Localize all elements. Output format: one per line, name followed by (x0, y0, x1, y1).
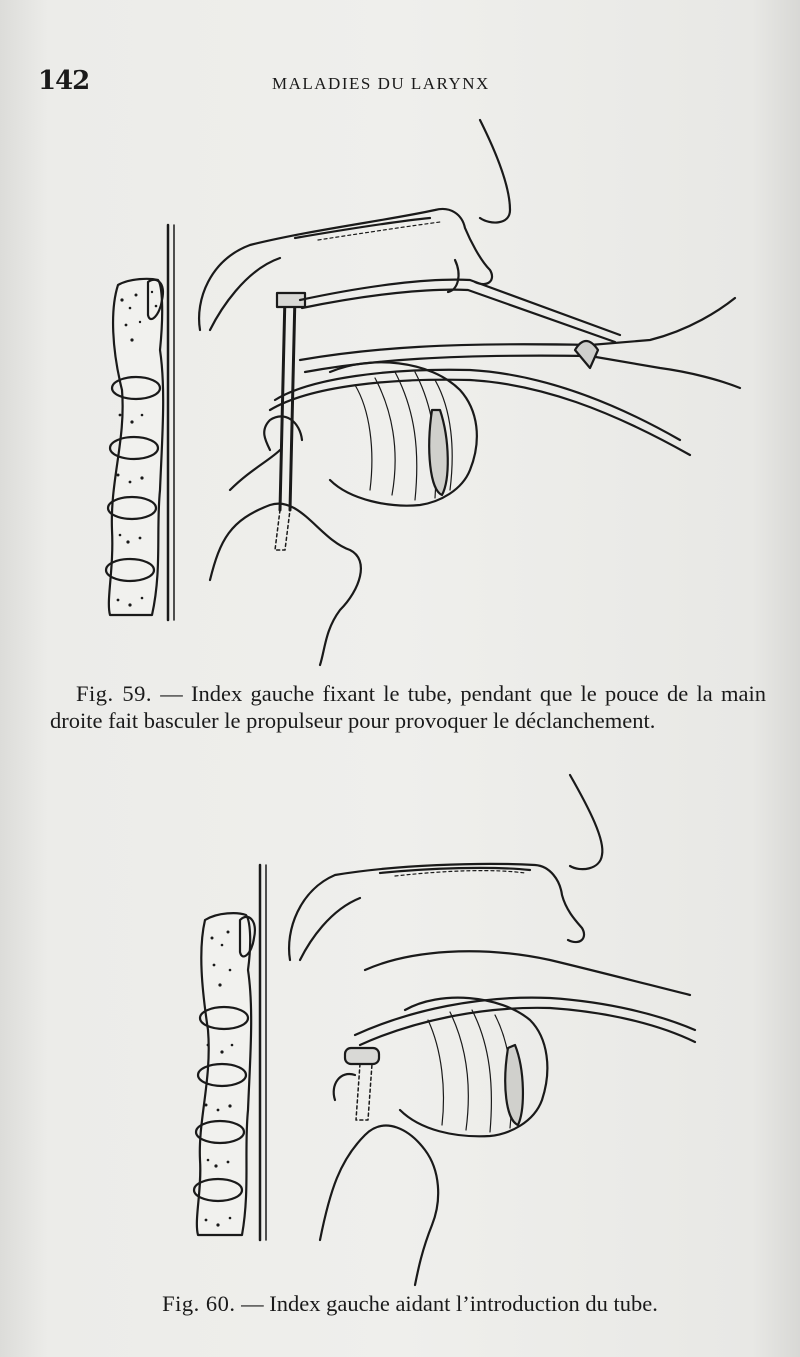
figure-59-label: Fig. 59. (76, 681, 153, 706)
figure-60-illustration (150, 770, 710, 1290)
figure-60-caption (60, 1290, 760, 1317)
figure-59-caption (50, 680, 766, 734)
running-title: MALADIES DU LARYNX (272, 74, 490, 93)
page-number: 142 (38, 66, 90, 96)
spine-vertebrae (106, 225, 174, 620)
figure-59-caption-text: — Index gauche fixant le tube, pendant que le pouce de la main droite fait basculer le propulseur pour provoquer le déclanchement. (50, 681, 766, 733)
figure-60-caption-text: — Index gauche aidant l’introduction du tube. (235, 1291, 658, 1316)
figure-60-label: Fig. 60. (162, 1291, 236, 1316)
page-header (38, 66, 758, 102)
spine-vertebrae (194, 865, 266, 1240)
figure-59-illustration (70, 110, 760, 670)
tongue-and-larynx (320, 998, 547, 1285)
palate-and-nose (289, 775, 690, 995)
intubation-instrument (270, 280, 740, 550)
tongue-and-larynx (210, 362, 477, 665)
